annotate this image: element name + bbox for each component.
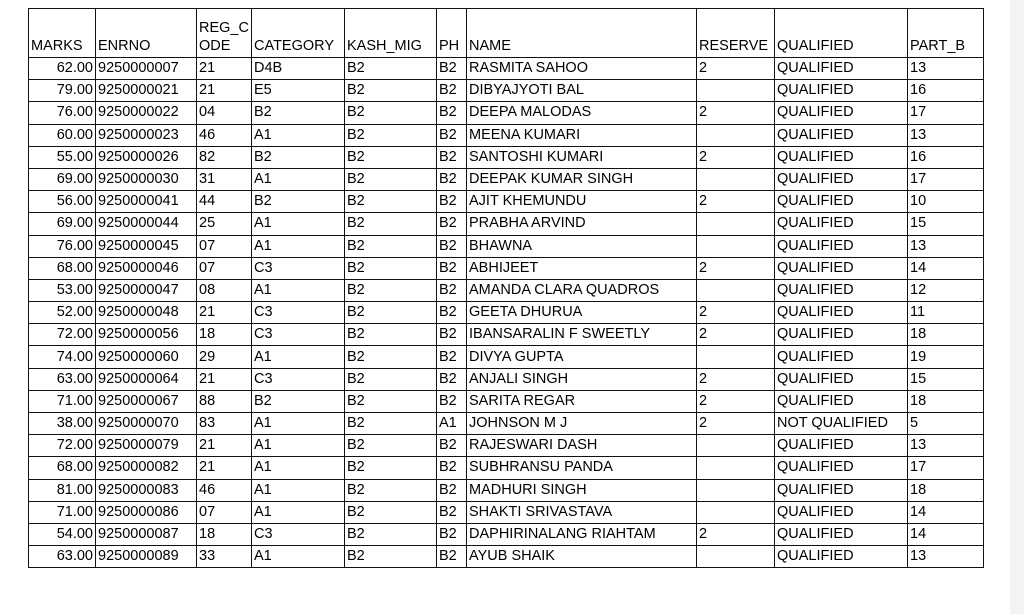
cell-kash-mig: B2 bbox=[345, 279, 437, 301]
cell-part-b: 17 bbox=[908, 168, 984, 190]
cell-enrno: 9250000047 bbox=[96, 279, 197, 301]
cell-qualified: QUALIFIED bbox=[775, 124, 908, 146]
table-row bbox=[29, 146, 984, 168]
cell-name: MADHURI SINGH bbox=[467, 479, 697, 501]
cell-category: D4B bbox=[252, 58, 345, 80]
cell-name: MEENA KUMARI bbox=[467, 124, 697, 146]
cell-reserve: 2 bbox=[697, 257, 775, 279]
page-margin bbox=[1010, 0, 1024, 614]
cell-reserve bbox=[697, 546, 775, 568]
cell-enrno: 9250000089 bbox=[96, 546, 197, 568]
cell-category: C3 bbox=[252, 368, 345, 390]
cell-part-b: 14 bbox=[908, 501, 984, 523]
cell-ph: B2 bbox=[437, 80, 467, 102]
cell-enrno: 9250000079 bbox=[96, 435, 197, 457]
cell-ph: B2 bbox=[437, 124, 467, 146]
cell-marks: 56.00 bbox=[29, 191, 96, 213]
cell-qualified: QUALIFIED bbox=[775, 501, 908, 523]
cell-name: ABHIJEET bbox=[467, 257, 697, 279]
cell-part-b: 13 bbox=[908, 235, 984, 257]
cell-reg-code: 88 bbox=[197, 390, 252, 412]
table-body bbox=[29, 58, 984, 568]
cell-enrno: 9250000087 bbox=[96, 523, 197, 545]
cell-kash-mig: B2 bbox=[345, 146, 437, 168]
cell-reg-code: 44 bbox=[197, 191, 252, 213]
cell-enrno: 9250000083 bbox=[96, 479, 197, 501]
cell-part-b: 18 bbox=[908, 390, 984, 412]
cell-marks: 81.00 bbox=[29, 479, 96, 501]
column-header-enrno: ENRNO bbox=[96, 9, 197, 58]
cell-ph: B2 bbox=[437, 457, 467, 479]
cell-enrno: 9250000048 bbox=[96, 302, 197, 324]
column-header-part-b: PART_B bbox=[908, 9, 984, 58]
cell-marks: 60.00 bbox=[29, 124, 96, 146]
cell-category: A1 bbox=[252, 546, 345, 568]
cell-reserve: 2 bbox=[697, 146, 775, 168]
cell-category: A1 bbox=[252, 279, 345, 301]
cell-part-b: 14 bbox=[908, 523, 984, 545]
cell-marks: 68.00 bbox=[29, 257, 96, 279]
cell-qualified: QUALIFIED bbox=[775, 457, 908, 479]
column-header-qualified: QUALIFIED bbox=[775, 9, 908, 58]
cell-name: BHAWNA bbox=[467, 235, 697, 257]
table-row bbox=[29, 279, 984, 301]
cell-reg-code: 29 bbox=[197, 346, 252, 368]
cell-qualified: QUALIFIED bbox=[775, 435, 908, 457]
table-row bbox=[29, 168, 984, 190]
cell-reg-code: 18 bbox=[197, 523, 252, 545]
cell-marks: 62.00 bbox=[29, 58, 96, 80]
cell-reserve: 2 bbox=[697, 102, 775, 124]
cell-qualified: QUALIFIED bbox=[775, 302, 908, 324]
cell-reg-code: 07 bbox=[197, 235, 252, 257]
table-row bbox=[29, 213, 984, 235]
cell-qualified: NOT QUALIFIED bbox=[775, 413, 908, 435]
cell-part-b: 16 bbox=[908, 80, 984, 102]
cell-kash-mig: B2 bbox=[345, 368, 437, 390]
cell-qualified: QUALIFIED bbox=[775, 102, 908, 124]
cell-kash-mig: B2 bbox=[345, 213, 437, 235]
cell-reserve bbox=[697, 235, 775, 257]
cell-reserve bbox=[697, 501, 775, 523]
cell-reserve: 2 bbox=[697, 413, 775, 435]
cell-marks: 52.00 bbox=[29, 302, 96, 324]
cell-kash-mig: B2 bbox=[345, 168, 437, 190]
cell-name: SHAKTI SRIVASTAVA bbox=[467, 501, 697, 523]
column-header-marks: MARKS bbox=[29, 9, 96, 58]
cell-part-b: 18 bbox=[908, 479, 984, 501]
cell-marks: 69.00 bbox=[29, 213, 96, 235]
cell-reg-code: 46 bbox=[197, 124, 252, 146]
cell-name: SANTOSHI KUMARI bbox=[467, 146, 697, 168]
table-row bbox=[29, 324, 984, 346]
cell-category: A1 bbox=[252, 168, 345, 190]
table-row bbox=[29, 501, 984, 523]
cell-category: A1 bbox=[252, 235, 345, 257]
cell-marks: 79.00 bbox=[29, 80, 96, 102]
cell-kash-mig: B2 bbox=[345, 257, 437, 279]
cell-marks: 76.00 bbox=[29, 235, 96, 257]
cell-ph: B2 bbox=[437, 546, 467, 568]
column-header-reg-code: REG_CODE bbox=[197, 9, 252, 58]
cell-enrno: 9250000041 bbox=[96, 191, 197, 213]
cell-kash-mig: B2 bbox=[345, 302, 437, 324]
cell-qualified: QUALIFIED bbox=[775, 523, 908, 545]
cell-marks: 55.00 bbox=[29, 146, 96, 168]
cell-reg-code: 08 bbox=[197, 279, 252, 301]
cell-part-b: 15 bbox=[908, 368, 984, 390]
cell-enrno: 9250000021 bbox=[96, 80, 197, 102]
cell-qualified: QUALIFIED bbox=[775, 368, 908, 390]
table-row bbox=[29, 80, 984, 102]
cell-part-b: 10 bbox=[908, 191, 984, 213]
cell-reserve: 2 bbox=[697, 302, 775, 324]
table-row bbox=[29, 390, 984, 412]
cell-reg-code: 18 bbox=[197, 324, 252, 346]
cell-category: C3 bbox=[252, 523, 345, 545]
cell-qualified: QUALIFIED bbox=[775, 58, 908, 80]
cell-reg-code: 21 bbox=[197, 80, 252, 102]
cell-reserve bbox=[697, 457, 775, 479]
cell-qualified: QUALIFIED bbox=[775, 213, 908, 235]
cell-ph: B2 bbox=[437, 168, 467, 190]
cell-marks: 63.00 bbox=[29, 546, 96, 568]
cell-category: C3 bbox=[252, 302, 345, 324]
cell-reg-code: 21 bbox=[197, 457, 252, 479]
cell-part-b: 13 bbox=[908, 58, 984, 80]
cell-reserve bbox=[697, 435, 775, 457]
cell-marks: 38.00 bbox=[29, 413, 96, 435]
column-header-category: CATEGORY bbox=[252, 9, 345, 58]
cell-part-b: 13 bbox=[908, 546, 984, 568]
cell-name: DEEPAK KUMAR SINGH bbox=[467, 168, 697, 190]
cell-reserve bbox=[697, 80, 775, 102]
table-row bbox=[29, 479, 984, 501]
cell-ph: B2 bbox=[437, 191, 467, 213]
cell-category: A1 bbox=[252, 413, 345, 435]
cell-enrno: 9250000045 bbox=[96, 235, 197, 257]
cell-category: A1 bbox=[252, 457, 345, 479]
cell-enrno: 9250000030 bbox=[96, 168, 197, 190]
cell-marks: 54.00 bbox=[29, 523, 96, 545]
cell-kash-mig: B2 bbox=[345, 501, 437, 523]
cell-marks: 71.00 bbox=[29, 390, 96, 412]
cell-kash-mig: B2 bbox=[345, 124, 437, 146]
table-row bbox=[29, 191, 984, 213]
cell-reg-code: 21 bbox=[197, 435, 252, 457]
cell-name: RAJESWARI DASH bbox=[467, 435, 697, 457]
cell-marks: 63.00 bbox=[29, 368, 96, 390]
cell-marks: 53.00 bbox=[29, 279, 96, 301]
table-row bbox=[29, 235, 984, 257]
cell-name: RASMITA SAHOO bbox=[467, 58, 697, 80]
cell-kash-mig: B2 bbox=[345, 191, 437, 213]
cell-category: C3 bbox=[252, 324, 345, 346]
cell-category: B2 bbox=[252, 191, 345, 213]
table-row bbox=[29, 346, 984, 368]
column-header-reserve: RESERVE bbox=[697, 9, 775, 58]
cell-part-b: 13 bbox=[908, 124, 984, 146]
cell-ph: B2 bbox=[437, 390, 467, 412]
cell-enrno: 9250000067 bbox=[96, 390, 197, 412]
cell-name: AYUB SHAIK bbox=[467, 546, 697, 568]
table-row bbox=[29, 546, 984, 568]
cell-ph: B2 bbox=[437, 368, 467, 390]
cell-name: SUBHRANSU PANDA bbox=[467, 457, 697, 479]
cell-category: E5 bbox=[252, 80, 345, 102]
table-row bbox=[29, 435, 984, 457]
cell-reserve: 2 bbox=[697, 368, 775, 390]
cell-qualified: QUALIFIED bbox=[775, 279, 908, 301]
cell-kash-mig: B2 bbox=[345, 546, 437, 568]
table-row bbox=[29, 124, 984, 146]
cell-ph: B2 bbox=[437, 324, 467, 346]
cell-qualified: QUALIFIED bbox=[775, 324, 908, 346]
cell-ph: B2 bbox=[437, 257, 467, 279]
cell-qualified: QUALIFIED bbox=[775, 257, 908, 279]
cell-enrno: 9250000022 bbox=[96, 102, 197, 124]
cell-reg-code: 21 bbox=[197, 58, 252, 80]
cell-ph: B2 bbox=[437, 102, 467, 124]
cell-category: B2 bbox=[252, 102, 345, 124]
cell-marks: 74.00 bbox=[29, 346, 96, 368]
cell-part-b: 5 bbox=[908, 413, 984, 435]
cell-category: A1 bbox=[252, 435, 345, 457]
cell-ph: B2 bbox=[437, 479, 467, 501]
cell-marks: 76.00 bbox=[29, 102, 96, 124]
cell-enrno: 9250000026 bbox=[96, 146, 197, 168]
cell-reserve: 2 bbox=[697, 58, 775, 80]
cell-reserve: 2 bbox=[697, 324, 775, 346]
cell-part-b: 12 bbox=[908, 279, 984, 301]
cell-category: A1 bbox=[252, 479, 345, 501]
cell-enrno: 9250000086 bbox=[96, 501, 197, 523]
cell-reg-code: 07 bbox=[197, 257, 252, 279]
cell-reserve bbox=[697, 168, 775, 190]
cell-ph: B2 bbox=[437, 523, 467, 545]
cell-enrno: 9250000064 bbox=[96, 368, 197, 390]
cell-reserve: 2 bbox=[697, 191, 775, 213]
cell-part-b: 17 bbox=[908, 457, 984, 479]
cell-qualified: QUALIFIED bbox=[775, 168, 908, 190]
cell-part-b: 11 bbox=[908, 302, 984, 324]
table-row bbox=[29, 302, 984, 324]
cell-reserve: 2 bbox=[697, 523, 775, 545]
cell-ph: A1 bbox=[437, 413, 467, 435]
table-row bbox=[29, 523, 984, 545]
cell-reserve bbox=[697, 479, 775, 501]
cell-reserve bbox=[697, 213, 775, 235]
cell-ph: B2 bbox=[437, 302, 467, 324]
cell-qualified: QUALIFIED bbox=[775, 191, 908, 213]
cell-kash-mig: B2 bbox=[345, 457, 437, 479]
cell-kash-mig: B2 bbox=[345, 324, 437, 346]
cell-reg-code: 82 bbox=[197, 146, 252, 168]
cell-category: A1 bbox=[252, 346, 345, 368]
cell-name: DEEPA MALODAS bbox=[467, 102, 697, 124]
cell-qualified: QUALIFIED bbox=[775, 390, 908, 412]
cell-kash-mig: B2 bbox=[345, 58, 437, 80]
cell-ph: B2 bbox=[437, 435, 467, 457]
cell-category: A1 bbox=[252, 213, 345, 235]
cell-category: A1 bbox=[252, 124, 345, 146]
cell-part-b: 13 bbox=[908, 435, 984, 457]
cell-kash-mig: B2 bbox=[345, 80, 437, 102]
cell-category: C3 bbox=[252, 257, 345, 279]
cell-reserve bbox=[697, 124, 775, 146]
cell-enrno: 9250000082 bbox=[96, 457, 197, 479]
results-table bbox=[28, 8, 984, 568]
cell-kash-mig: B2 bbox=[345, 435, 437, 457]
cell-kash-mig: B2 bbox=[345, 390, 437, 412]
cell-reg-code: 83 bbox=[197, 413, 252, 435]
cell-marks: 71.00 bbox=[29, 501, 96, 523]
cell-part-b: 16 bbox=[908, 146, 984, 168]
cell-reg-code: 21 bbox=[197, 302, 252, 324]
cell-reg-code: 31 bbox=[197, 168, 252, 190]
cell-marks: 68.00 bbox=[29, 457, 96, 479]
cell-part-b: 19 bbox=[908, 346, 984, 368]
cell-part-b: 18 bbox=[908, 324, 984, 346]
table-row bbox=[29, 413, 984, 435]
cell-ph: B2 bbox=[437, 501, 467, 523]
cell-name: DIBYAJYOTI BAL bbox=[467, 80, 697, 102]
cell-name: DAPHIRINALANG RIAHTAM bbox=[467, 523, 697, 545]
cell-category: B2 bbox=[252, 146, 345, 168]
cell-enrno: 9250000060 bbox=[96, 346, 197, 368]
cell-ph: B2 bbox=[437, 235, 467, 257]
cell-name: PRABHA ARVIND bbox=[467, 213, 697, 235]
cell-marks: 69.00 bbox=[29, 168, 96, 190]
cell-category: A1 bbox=[252, 501, 345, 523]
cell-ph: B2 bbox=[437, 213, 467, 235]
cell-name: AJIT KHEMUNDU bbox=[467, 191, 697, 213]
cell-enrno: 9250000056 bbox=[96, 324, 197, 346]
cell-name: AMANDA CLARA QUADROS bbox=[467, 279, 697, 301]
cell-enrno: 9250000046 bbox=[96, 257, 197, 279]
cell-enrno: 9250000044 bbox=[96, 213, 197, 235]
cell-name: GEETA DHURUA bbox=[467, 302, 697, 324]
cell-part-b: 17 bbox=[908, 102, 984, 124]
table-row bbox=[29, 368, 984, 390]
cell-enrno: 9250000070 bbox=[96, 413, 197, 435]
cell-part-b: 14 bbox=[908, 257, 984, 279]
cell-kash-mig: B2 bbox=[345, 413, 437, 435]
table-row bbox=[29, 58, 984, 80]
cell-qualified: QUALIFIED bbox=[775, 479, 908, 501]
table-row bbox=[29, 257, 984, 279]
cell-marks: 72.00 bbox=[29, 435, 96, 457]
cell-kash-mig: B2 bbox=[345, 523, 437, 545]
table-row bbox=[29, 457, 984, 479]
cell-part-b: 15 bbox=[908, 213, 984, 235]
cell-kash-mig: B2 bbox=[345, 235, 437, 257]
cell-name: SARITA REGAR bbox=[467, 390, 697, 412]
cell-category: B2 bbox=[252, 390, 345, 412]
cell-ph: B2 bbox=[437, 346, 467, 368]
cell-qualified: QUALIFIED bbox=[775, 80, 908, 102]
cell-name: JOHNSON M J bbox=[467, 413, 697, 435]
cell-enrno: 9250000023 bbox=[96, 124, 197, 146]
cell-reg-code: 04 bbox=[197, 102, 252, 124]
cell-kash-mig: B2 bbox=[345, 102, 437, 124]
cell-reg-code: 46 bbox=[197, 479, 252, 501]
table-row bbox=[29, 102, 984, 124]
cell-name: ANJALI SINGH bbox=[467, 368, 697, 390]
cell-reserve: 2 bbox=[697, 390, 775, 412]
cell-reg-code: 33 bbox=[197, 546, 252, 568]
cell-ph: B2 bbox=[437, 279, 467, 301]
cell-qualified: QUALIFIED bbox=[775, 146, 908, 168]
cell-reserve bbox=[697, 279, 775, 301]
cell-name: DIVYA GUPTA bbox=[467, 346, 697, 368]
cell-ph: B2 bbox=[437, 58, 467, 80]
cell-qualified: QUALIFIED bbox=[775, 346, 908, 368]
cell-reg-code: 25 bbox=[197, 213, 252, 235]
cell-kash-mig: B2 bbox=[345, 479, 437, 501]
cell-ph: B2 bbox=[437, 146, 467, 168]
cell-name: IBANSARALIN F SWEETLY bbox=[467, 324, 697, 346]
cell-enrno: 9250000007 bbox=[96, 58, 197, 80]
header-row bbox=[29, 9, 984, 58]
cell-reserve bbox=[697, 346, 775, 368]
column-header-ph: PH bbox=[437, 9, 467, 58]
cell-reg-code: 07 bbox=[197, 501, 252, 523]
column-header-name: NAME bbox=[467, 9, 697, 58]
cell-reg-code: 21 bbox=[197, 368, 252, 390]
cell-qualified: QUALIFIED bbox=[775, 546, 908, 568]
cell-qualified: QUALIFIED bbox=[775, 235, 908, 257]
cell-kash-mig: B2 bbox=[345, 346, 437, 368]
cell-marks: 72.00 bbox=[29, 324, 96, 346]
column-header-kash-mig: KASH_MIG bbox=[345, 9, 437, 58]
